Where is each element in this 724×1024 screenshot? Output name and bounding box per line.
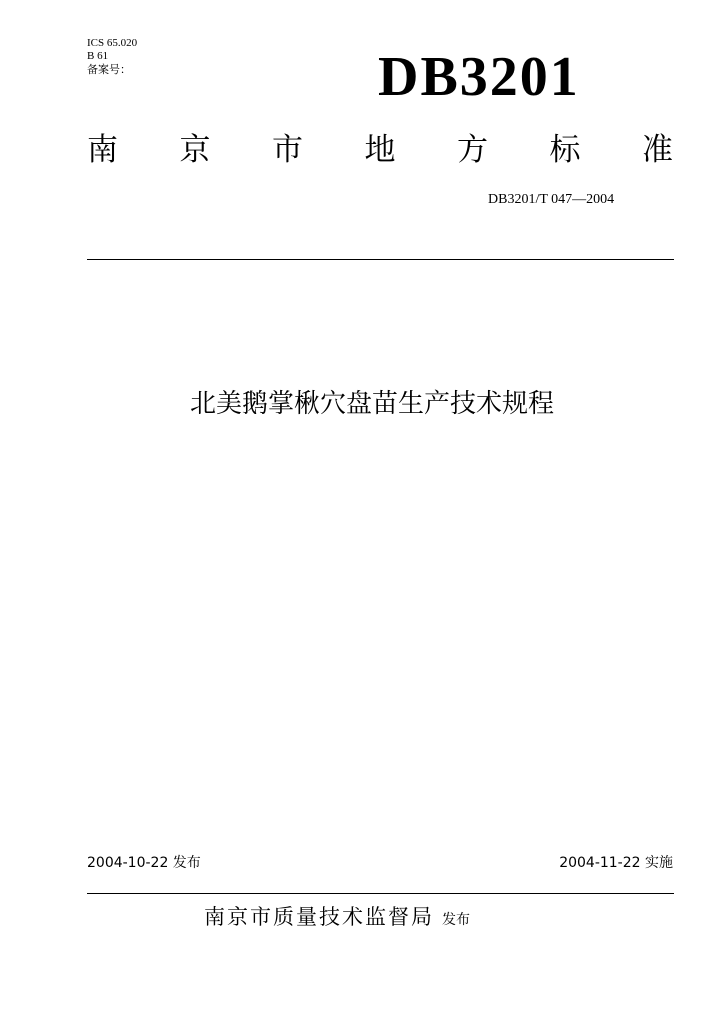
standard-type-char: 标 [549, 132, 581, 168]
implement-date: 2004-11-22 实施 [559, 855, 673, 871]
standard-type-char: 市 [272, 132, 303, 168]
standard-type-char: 准 [642, 132, 673, 168]
standard-number: DB3201/T 047—2004 [488, 192, 615, 207]
issuer-name: 南京市质量技术监督局 [204, 905, 434, 929]
issuer-suffix: 发布 [442, 912, 470, 928]
issuer-line [204, 903, 470, 931]
standard-type-char: 地 [364, 132, 396, 168]
standard-type-char: 方 [457, 132, 488, 168]
header-divider [87, 259, 674, 260]
ics-code: ICS 65.020 [87, 37, 138, 49]
filing-number-label: 备案号： [87, 63, 131, 76]
standard-type-char: 京 [179, 132, 211, 168]
publish-date: 2004-10-22 发布 [87, 855, 201, 871]
document-title: 北美鹅掌楸穴盘苗生产技术规程 [189, 389, 554, 419]
footer-divider [87, 893, 674, 894]
standard-code-logo: DB3201 [378, 46, 580, 108]
ccs-code: B 61 [87, 50, 109, 62]
standard-type-char: 南 [87, 132, 118, 168]
standard-type-heading [87, 130, 673, 170]
